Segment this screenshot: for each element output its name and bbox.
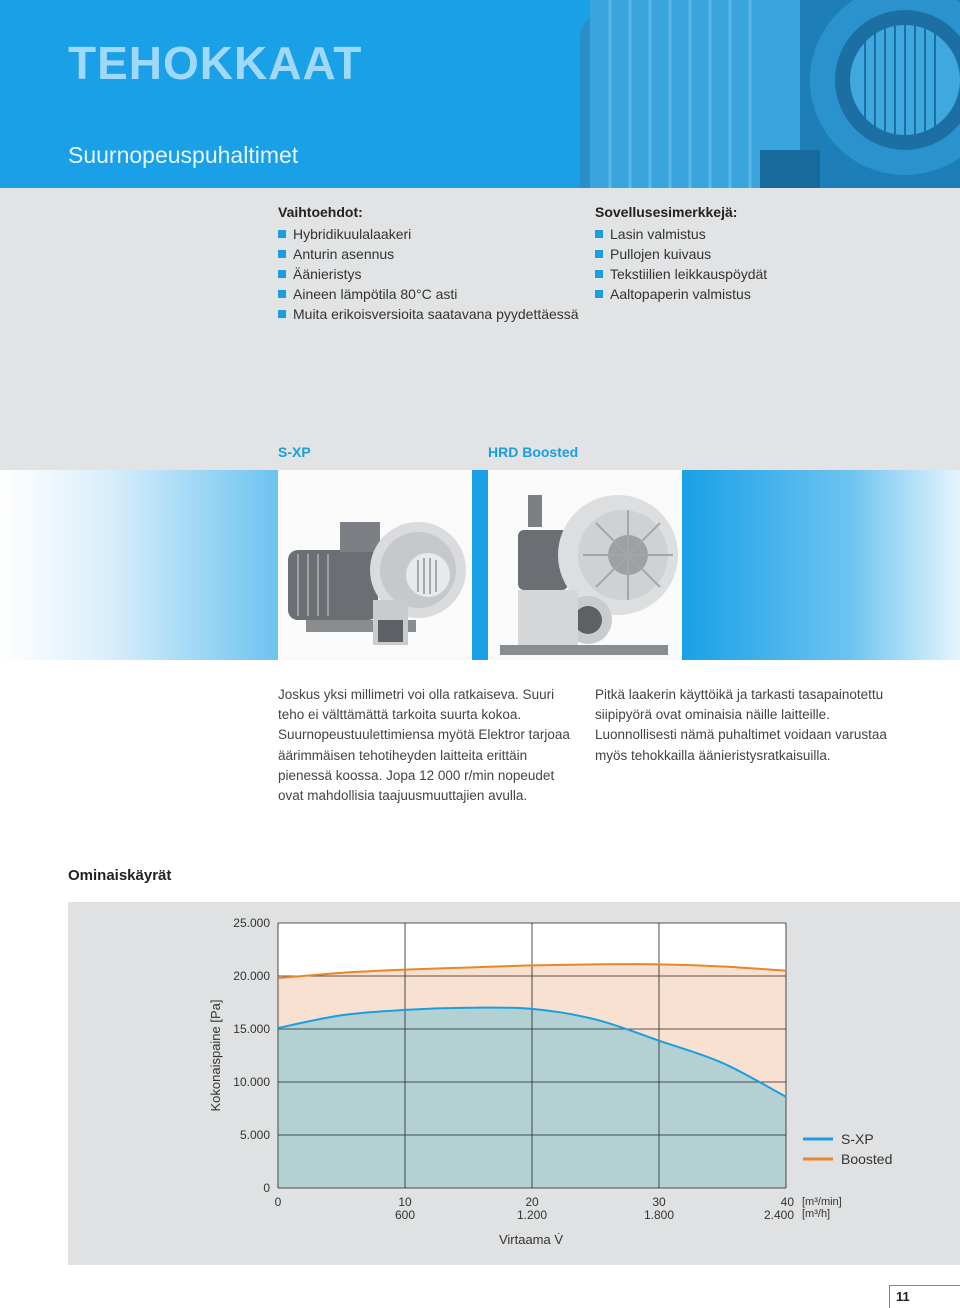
hrd-boosted-fan-image [488,470,682,660]
hero-banner [0,0,960,188]
list-item: Hybridikuulalaakeri [278,224,588,244]
applications-heading: Sovellusesimerkkejä: [595,204,738,220]
x-tick-label: 30 [652,1195,666,1209]
divider-bar [472,470,488,660]
legend-label-boosted: Boosted [841,1151,893,1167]
gradient-right [682,470,960,660]
legend-label-s-xp: S-XP [841,1131,874,1147]
y-tick-label: 20.000 [233,969,270,983]
x-tick-label-secondary: 1.200 [516,1208,548,1222]
x-tick-label-secondary: 2.400 [763,1208,794,1222]
list-item: Aaltopaperin valmistus [595,284,925,304]
y-tick-label: 10.000 [233,1075,270,1089]
product-label-hrd: HRD Boosted [488,444,579,460]
y-axis-label: Kokonaispaine [Pa] [208,999,223,1112]
options-list [278,200,588,324]
chart-panel [68,902,960,1265]
gradient-left [0,470,278,660]
x-tick-label-secondary: 600 [394,1208,416,1222]
list-item: Tekstiilien leikkauspöydät [595,264,925,284]
x-axis-label: Virtaama V̇ [498,1232,564,1247]
x-unit-top: [m³/min] [802,1196,842,1208]
performance-chart [68,902,960,1265]
list-item: Lasin valmistus [595,224,925,244]
y-tick-label: 25.000 [233,916,270,930]
product-label-sxp: S-XP [278,444,311,460]
body-text-right: Pitkä laakerin käyttöikä ja tarkasti tasapainotettu siipipyörä ovat ominaisia näille laitteille. Luonnollisesti nämä puhaltimet voidaan varustaa myös tehokkailla äänieristysratkaisuilla. [595,687,887,763]
options-heading: Vaihtoehdot: [278,204,363,220]
list-item: Muita erikoisversioita saatavana pyydettäessä [278,304,588,324]
x-tick-label: 20 [525,1195,539,1209]
list-item: Aineen lämpötila 80°C asti [278,284,588,304]
x-tick-label-secondary: 1.800 [643,1208,675,1222]
page-subtitle: Suurnopeuspuhaltimet [68,142,299,168]
x-tick-label: 0 [274,1195,282,1209]
y-tick-label: 15.000 [233,1022,270,1036]
body-text-left: Joskus yksi millimetri voi olla ratkaiseva. Suuri teho ei välttämättä tarkoita suurta kokoa. Suurnopeustuulettimiensa myötä Elektror tarjoaa äärimmäisen tehotiheyden laitteita erittäin pienessä koossa. Jopa 12 000 r/min nopeudet ovat mahdollisia taajuusmuuttajien avulla. [278,687,570,804]
x-tick-label: 40 [780,1195,794,1209]
applications-list [595,200,925,304]
motor-illustration [520,0,960,188]
y-tick-label: 5.000 [239,1128,270,1142]
page-number: 11 [896,1289,910,1304]
list-item: Pullojen kuivaus [595,244,925,264]
list-item: Anturin asennus [278,244,588,264]
list-item: Äänieristys [278,264,588,284]
chart-heading: Ominaiskäyrät [68,867,172,884]
x-tick-label: 10 [398,1195,412,1209]
chart-legend [803,1131,892,1167]
y-tick-label: 0 [263,1181,270,1195]
page-title: TEHOKKAAT [68,37,363,89]
x-unit-bottom: [m³/h] [802,1208,831,1220]
sxp-fan-image [278,470,472,660]
page-number-box [889,1285,960,1308]
